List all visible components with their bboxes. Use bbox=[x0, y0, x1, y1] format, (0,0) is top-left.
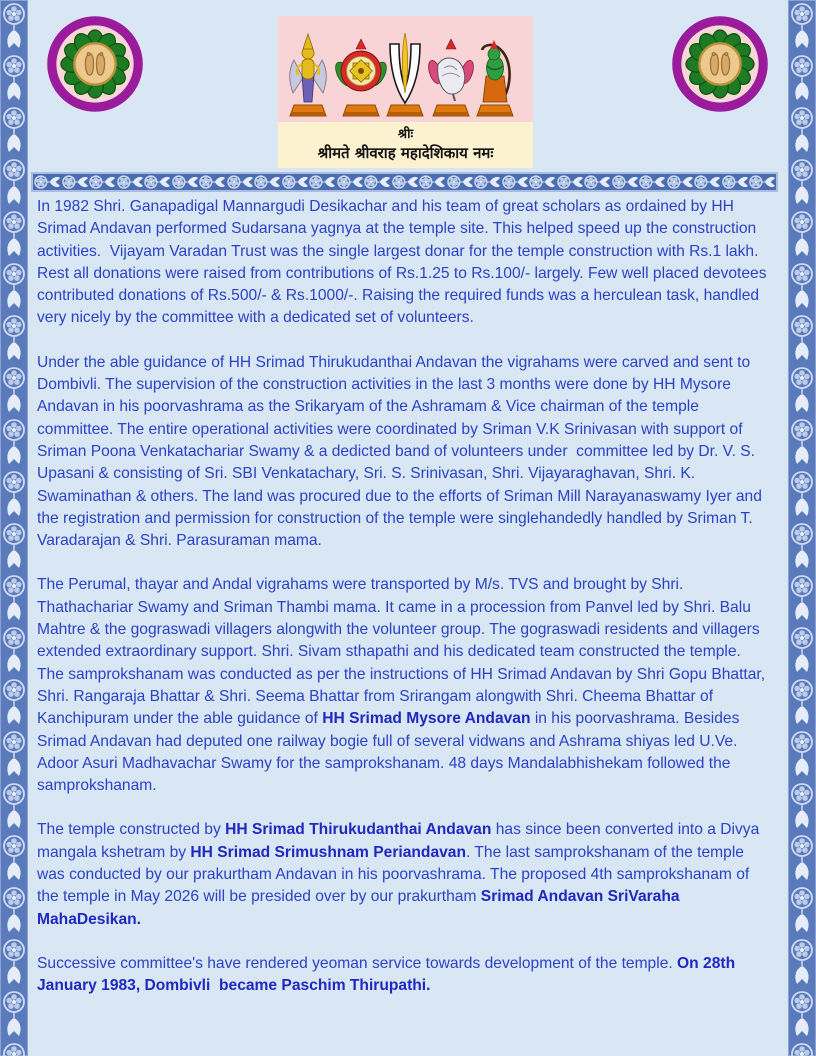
body-text: Successive committee's have rendered yeoman service towards development of the temple. bbox=[37, 954, 678, 972]
floral-motif bbox=[418, 174, 446, 190]
floral-motif bbox=[253, 174, 281, 190]
floral-motif bbox=[33, 174, 61, 190]
floral-motif bbox=[0, 52, 28, 104]
thiruman-namam-icon bbox=[390, 33, 420, 103]
floral-motif bbox=[198, 174, 226, 190]
floral-motif bbox=[143, 174, 171, 190]
article-text bbox=[37, 196, 771, 1020]
floral-motif bbox=[0, 1040, 28, 1056]
shankha-icon bbox=[426, 39, 476, 101]
floral-motif bbox=[528, 174, 556, 190]
deity-banner-icons bbox=[278, 16, 533, 122]
floral-motif bbox=[0, 156, 28, 208]
paragraph bbox=[37, 574, 768, 797]
floral-motif bbox=[788, 884, 816, 936]
floral-motif bbox=[0, 364, 28, 416]
floral-motif bbox=[226, 174, 254, 190]
floral-motif bbox=[0, 208, 28, 260]
floral-motif bbox=[0, 468, 28, 520]
bold-text: HH Srimad Srimushnam Periandavan bbox=[190, 843, 467, 861]
sudarshana-chakra-icon bbox=[332, 39, 390, 91]
floral-motif bbox=[788, 52, 816, 104]
floral-motif bbox=[748, 174, 776, 190]
floral-motif bbox=[281, 174, 309, 190]
floral-motif bbox=[473, 174, 501, 190]
invocation-line1: श्रीः bbox=[397, 127, 414, 142]
paduka-emblem-right bbox=[672, 16, 768, 112]
floral-motif bbox=[116, 174, 144, 190]
floral-motif bbox=[788, 988, 816, 1040]
hanuman-icon bbox=[482, 40, 510, 102]
paduka-emblem-left bbox=[47, 16, 143, 112]
floral-motif bbox=[363, 174, 391, 190]
paragraph bbox=[37, 196, 771, 330]
garuda-icon bbox=[290, 34, 327, 102]
body-text: has since been converted into a Divya mangala kshetram by bbox=[37, 821, 764, 861]
floral-motif bbox=[638, 174, 666, 190]
floral-motif bbox=[0, 0, 28, 52]
floral-motif bbox=[0, 572, 28, 624]
bold-text: HH Srimad Thirukudanthai Andavan bbox=[225, 821, 492, 839]
floral-motif bbox=[788, 156, 816, 208]
body-text: The Perumal, thayar and Andal vigrahams were transported by M/s. TVS and brought by Shri. Thathachariar Swamy and Sriman Thambi mama. It came in a procession from Panvel led by Shri. Balu Mahtre & the gograswadi villagers alongwith the volunteer group. The gograswadi residents and villagers extended extraordinary support. Shri. Sivam sthapathi and his dedicated team constructed the temple. The samprokshanam was conducted as per the instructions of HH Srimad Andavan by Shri Gopu Bhattar, Shri. Rangaraja Bhattar & Shri. Seema Bhattar from Srirangam alongwith Shri. Cheema Bhattar of Kanchipuram under the able guidance of bbox=[37, 576, 770, 728]
floral-motif bbox=[788, 0, 816, 52]
floral-divider bbox=[31, 172, 778, 192]
floral-motif bbox=[788, 936, 816, 988]
floral-motif bbox=[308, 174, 336, 190]
floral-motif bbox=[336, 174, 364, 190]
paragraph bbox=[37, 352, 768, 553]
floral-motif bbox=[693, 174, 721, 190]
floral-motif bbox=[0, 936, 28, 988]
floral-motif bbox=[788, 728, 816, 780]
floral-motif bbox=[501, 174, 529, 190]
floral-border-right bbox=[788, 0, 816, 1056]
floral-motif bbox=[391, 174, 419, 190]
floral-motif bbox=[0, 520, 28, 572]
floral-motif bbox=[0, 728, 28, 780]
floral-motif bbox=[611, 174, 639, 190]
floral-motif bbox=[0, 624, 28, 676]
floral-motif bbox=[0, 884, 28, 936]
floral-motif bbox=[788, 520, 816, 572]
bold-text: On 28th January 1983, Dombivli became Paschim Thirupathi. bbox=[37, 954, 740, 995]
invocation-caption bbox=[278, 122, 533, 168]
floral-motif bbox=[788, 208, 816, 260]
floral-motif bbox=[788, 676, 816, 728]
floral-motif bbox=[788, 832, 816, 884]
paragraph bbox=[37, 953, 768, 998]
body-text: . The last samprokshanam of the temple was conducted by our prakurtham Andavan in his poorvashrama. The proposed 4th samprokshanam of the temple in May 2026 will be presided over by our prakurtham bbox=[37, 843, 754, 906]
floral-motif bbox=[788, 780, 816, 832]
pedestals bbox=[290, 105, 513, 116]
floral-motif bbox=[88, 174, 116, 190]
floral-motif bbox=[0, 104, 28, 156]
floral-motif bbox=[721, 174, 749, 190]
floral-motif bbox=[788, 260, 816, 312]
floral-motif bbox=[788, 104, 816, 156]
floral-motif bbox=[61, 174, 89, 190]
body-text: in his poorvashrama. Besides Srimad Andavan had deputed one railway bogie full of several vidwans and Ashrama shiyas led U.Ve. Adoor Asuri Madhavachar Swamy for the samprokshanam. 48 days Mandalabhishekam followed the samprokshanam. bbox=[37, 710, 744, 795]
floral-motif bbox=[0, 260, 28, 312]
floral-motif bbox=[556, 174, 584, 190]
floral-motif bbox=[583, 174, 611, 190]
floral-motif bbox=[788, 572, 816, 624]
floral-motif bbox=[788, 312, 816, 364]
invocation-line2: श्रीमते श्रीवराह महादेशिकाय नमः bbox=[317, 144, 494, 162]
floral-motif bbox=[666, 174, 694, 190]
floral-motif bbox=[788, 624, 816, 676]
floral-motif bbox=[0, 312, 28, 364]
body-text: In 1982 Shri. Ganapadigal Mannargudi Desikachar and his team of great scholars as ordained by HH Srimad Andavan performed Sudarsana yagnya at the temple site. This helped speed up the construction activities. Vijayam Varadan Trust was the single largest donar for the temple construction with Rs.1 lakh. Rest all donations were raised from contributions of Rs.1.25 to Rs.100/- largely. Few well placed devotees contributed donations of Rs.500/- & Rs.1000/-. Raising the required funds was a herculean task, handled very nicely by the committee with a dedicated set of volunteers. bbox=[37, 198, 771, 327]
floral-motif bbox=[0, 676, 28, 728]
floral-border-left bbox=[0, 0, 28, 1056]
paduka-emblem-icon bbox=[47, 16, 143, 112]
paragraph bbox=[37, 819, 768, 930]
floral-motif bbox=[446, 174, 474, 190]
bold-text: Srimad Andavan SriVaraha MahaDesikan. bbox=[37, 888, 684, 928]
floral-motif bbox=[0, 780, 28, 832]
body-text: Under the able guidance of HH Srimad Thirukudanthai Andavan the vigrahams were carved and sent to Dombivli. The supervision of the construction activities in the last 3 months were done by HH Mysore Andavan in his poorvashrama as the Srikaryam of the Ashramam & Vice chairman of the temple committee. The entire operational activities were coordinated by Sriman V.K Srinivasan with support of Sriman Poona Venkatachariar Swamy & a dedicted band of volunteers under committee led by Dr. V. S. Upasani & consisting of Sri. SBI Venkatachary, Sri. S. Srinivasan, Shri. Vijayaraghavan, Shri. K. Swaminathan & others. The land was procured due to the efforts of Sriman Mill Narayanaswamy Iyer and the registration and permission for construction of the temple were singlehandedly handled by Sriman T. Varadarajan & Shri. Parasuraman mama. bbox=[37, 353, 767, 550]
floral-motif bbox=[0, 832, 28, 884]
floral-motif bbox=[788, 468, 816, 520]
floral-motif bbox=[788, 1040, 816, 1056]
body-text: The temple constructed by bbox=[37, 821, 226, 839]
floral-motif bbox=[0, 416, 28, 468]
floral-motif bbox=[788, 364, 816, 416]
floral-motif bbox=[788, 416, 816, 468]
deity-banner-art bbox=[278, 16, 533, 122]
floral-motif bbox=[171, 174, 199, 190]
bold-text: HH Srimad Mysore Andavan bbox=[322, 710, 531, 728]
paduka-emblem-icon bbox=[672, 16, 768, 112]
floral-motif bbox=[0, 988, 28, 1040]
deity-banner bbox=[278, 16, 533, 168]
